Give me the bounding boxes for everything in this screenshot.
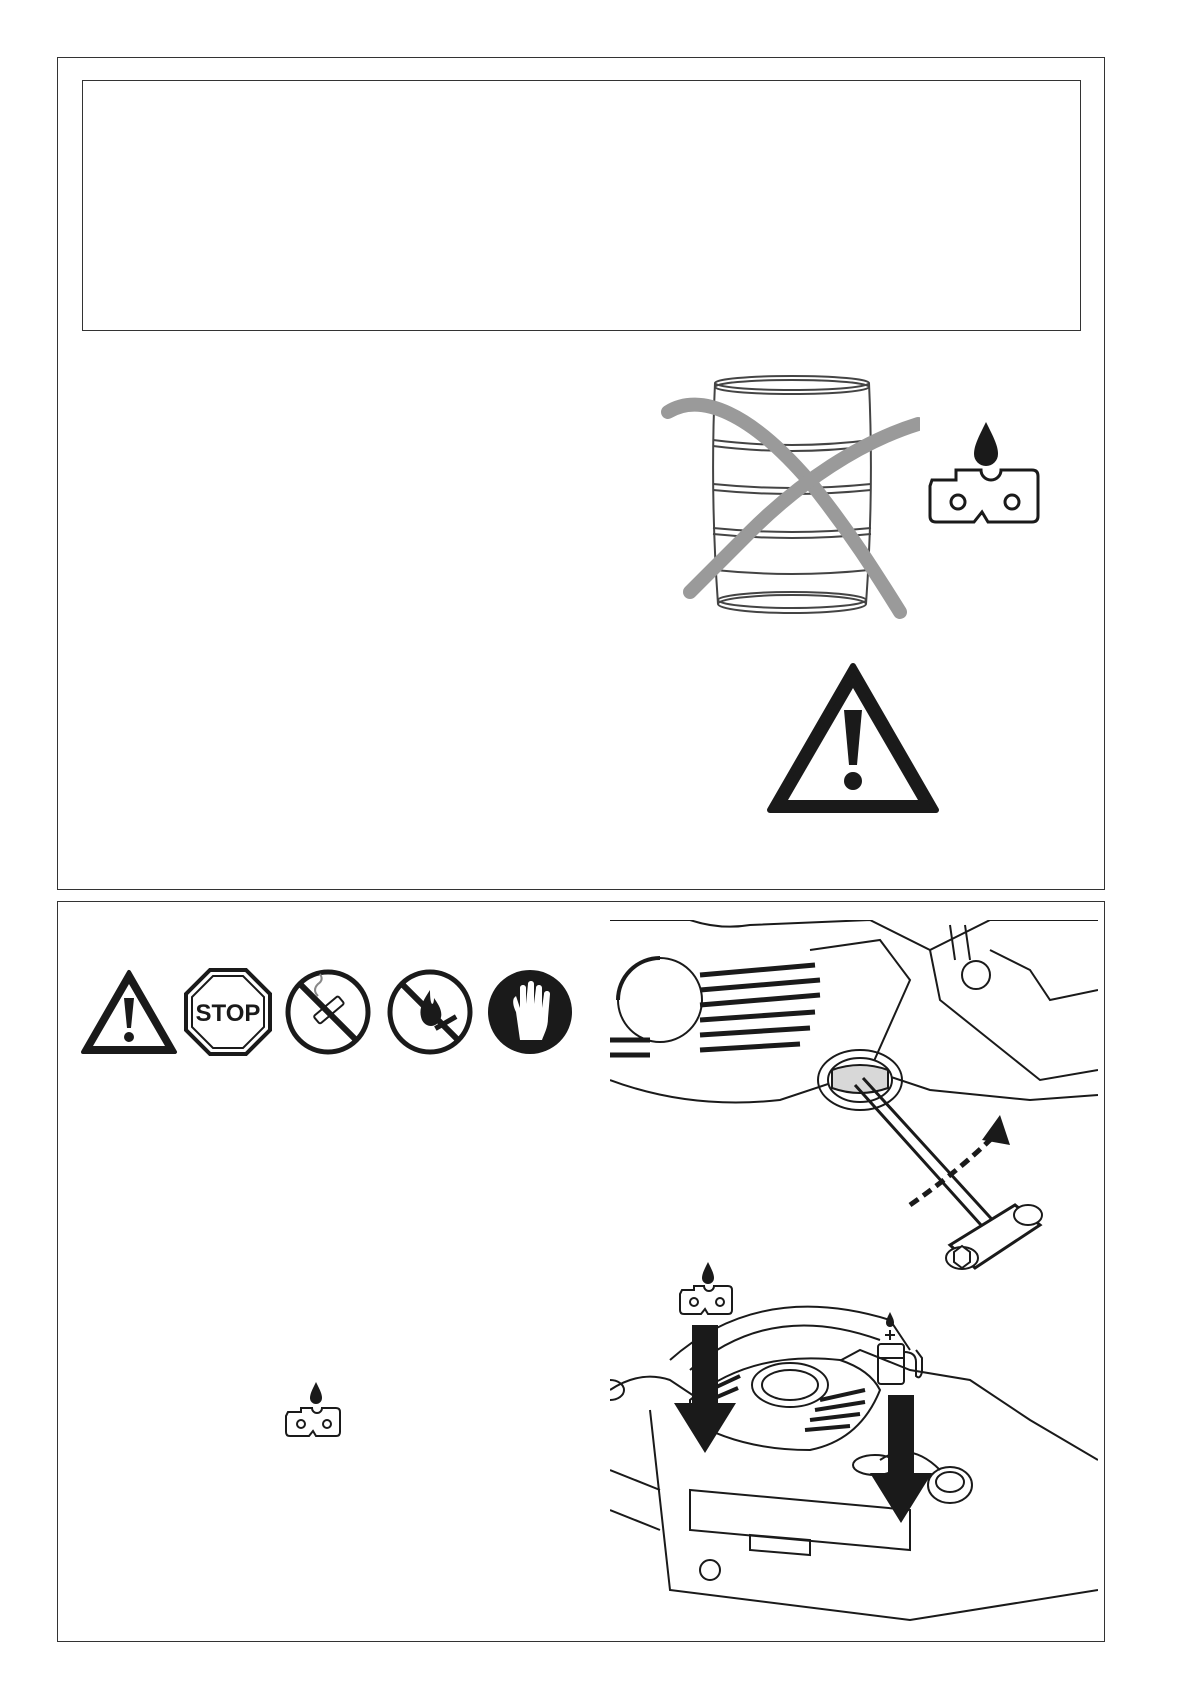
chain-oil-icon [678, 1260, 734, 1320]
warning-triangle-icon [80, 968, 178, 1056]
gloves-icon [486, 968, 574, 1056]
down-arrow-icon [870, 1395, 932, 1523]
warning-triangle-icon [766, 660, 940, 815]
safety-icons-row [80, 968, 580, 1058]
chain-oil-icon [926, 420, 1041, 540]
fuel-pump-icon [876, 1310, 926, 1388]
chain-oil-icon [284, 1380, 344, 1442]
fuel-cap-removal-illustration [610, 920, 1098, 1285]
stop-sign-label: STOP [195, 1000, 261, 1027]
notice-text-box [82, 80, 1081, 331]
no-open-flame-icon [386, 968, 474, 1056]
stop-sign-icon [184, 968, 272, 1056]
no-smoking-icon [284, 968, 372, 1056]
no-drum-icon [660, 372, 920, 622]
down-arrow-icon [674, 1325, 736, 1453]
